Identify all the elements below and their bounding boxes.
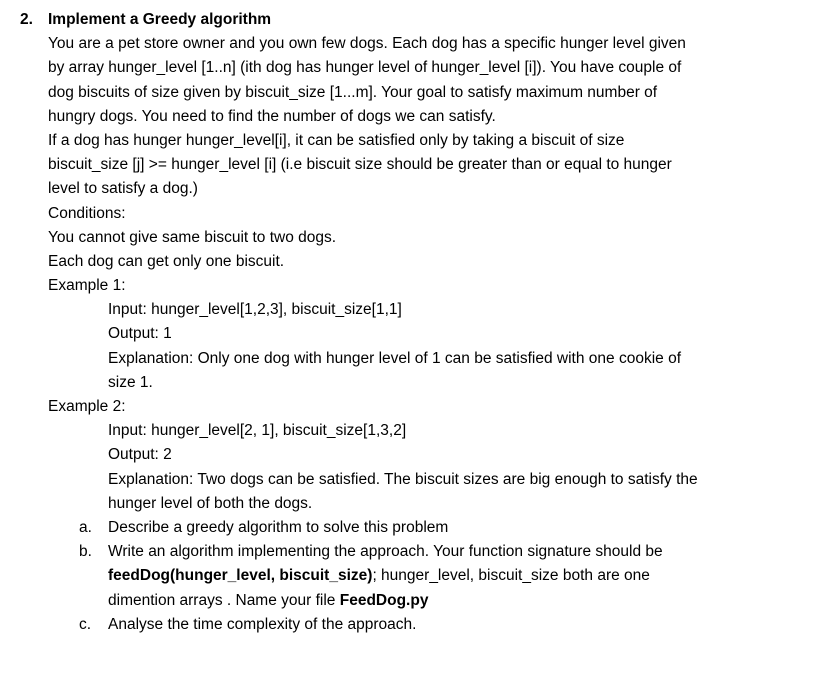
intro-line: by array hunger_level [1..n] (ith dog has hunger level of hunger_level [i]). You have couple of (48, 59, 682, 77)
file-name: FeedDog.py (339, 591, 429, 609)
example-2-output: Output: 2 (108, 446, 172, 464)
example-2-label: Example 2: (48, 398, 126, 415)
question-number: 2. (20, 11, 33, 28)
part-a-text: Describe a greedy algorithm to solve this problem (108, 518, 449, 536)
intro-line: biscuit_size [j] >= hunger_level [i] (i.e biscuit size should be greater than or equal to hunger (48, 156, 672, 174)
part-b-text: ; hunger_level, biscuit_size both are one (372, 567, 650, 585)
example-2-input: Input: hunger_level[2, 1], biscuit_size[1,3,2] (108, 422, 407, 440)
intro-line: level to satisfy a dog.) (48, 180, 198, 198)
part-c-marker: c. (79, 615, 92, 633)
question-title: Implement a Greedy algorithm (48, 11, 272, 28)
example-1-explanation: Explanation: Only one dog with hunger level of 1 can be satisfied with one cookie of (108, 349, 682, 367)
question-document (0, 8, 816, 637)
question-heading (0, 8, 816, 32)
part-b-marker: b. (79, 543, 92, 561)
intro-line: hungry dogs. You need to find the number of dogs we can satisfy. (48, 107, 496, 125)
condition-item: You cannot give same biscuit to two dogs. (48, 228, 337, 246)
part-a (0, 516, 816, 540)
part-c (0, 613, 816, 637)
part-b-text: dimention arrays . Name your file (108, 591, 340, 609)
part-b-line-3 (0, 589, 816, 613)
part-b-line-2 (0, 564, 816, 588)
example-2-explanation: hunger level of both the dogs. (108, 494, 313, 512)
example-2-explanation: Explanation: Two dogs can be satisfied. The biscuit sizes are big enough to satisfy the (108, 470, 698, 488)
example-1-output: Output: 1 (108, 325, 172, 343)
part-c-text: Analyse the time complexity of the approach. (108, 615, 417, 633)
part-b (0, 540, 816, 564)
part-a-marker: a. (79, 518, 92, 536)
part-b-text: Write an algorithm implementing the approach. Your function signature should be (108, 543, 663, 561)
condition-item: Each dog can get only one biscuit. (48, 252, 285, 270)
example-1-label: Example 1: (48, 277, 126, 295)
function-signature: feedDog(hunger_level, biscuit_size) (108, 567, 373, 585)
conditions-label: Conditions: (48, 204, 126, 222)
intro-line: You are a pet store owner and you own few dogs. Each dog has a specific hunger level given (48, 35, 686, 53)
intro-line: If a dog has hunger hunger_level[i], it can be satisfied only by taking a biscuit of size (48, 131, 625, 149)
intro-line: dog biscuits of size given by biscuit_size [1...m]. Your goal to satisfy maximum number of (48, 83, 658, 101)
example-1-input: Input: hunger_level[1,2,3], biscuit_size[1,1] (108, 301, 402, 319)
example-1-explanation: size 1. (108, 373, 153, 391)
